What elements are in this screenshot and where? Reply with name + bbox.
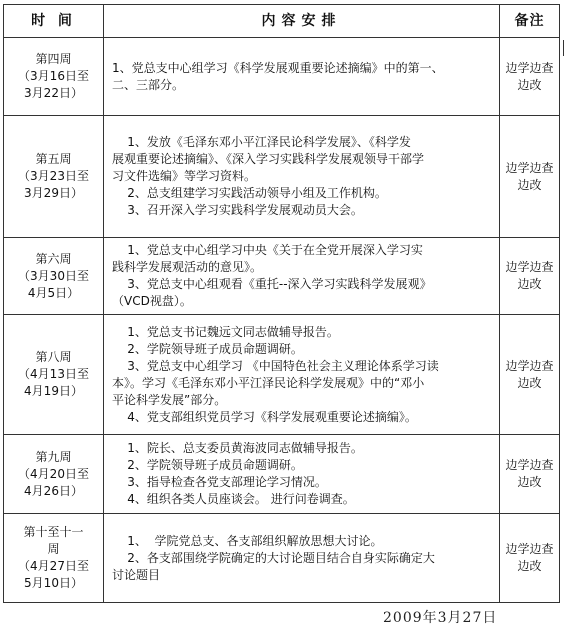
content-line: 3、党总支中心组观看《重托--深入学习实践科学发展观》 [112,277,432,291]
content-line: 1、党总支中心组学习《科学发展观重要论述摘编》中的第一、 [112,60,444,75]
note-cell: 边学边查边改 [500,315,560,435]
content-line: 1、党总支书记魏远文同志做辅导报告。 [112,324,339,339]
content-line: 习文件选编》等学习资料。 [112,169,257,183]
content-line: 践科学发展观活动的意见》。 [112,260,263,274]
table-row [4,238,560,315]
time-line: 周 [47,542,60,556]
time-line: 4月26日） [24,483,83,498]
content-cell [104,315,500,435]
table-row [4,38,560,116]
note-cell: 边学边查边改 [500,238,560,315]
content-cell [104,435,500,514]
content-line: 2、学院领导班子成员命题调研。 [112,341,303,356]
content-line: 讨论题目 [112,567,161,582]
note-cell: 边学边查边改 [500,514,560,603]
content-line: 2、总支组建学习实践活动领导小组及工作机构。 [112,186,387,200]
time-line: 3月22日） [24,86,83,100]
note-cell: 边学边查边改 [500,116,560,238]
time-line: 第八周 [35,350,72,364]
header-note: 备注 [500,5,560,38]
time-line: （4月20日至 [18,466,89,481]
schedule-table [3,4,560,603]
content-line: 1、院长、总支委员黄海波同志做辅导报告。 [112,441,363,455]
content-line: 4、党支部组织党员学习《科学发展观重要论述摘编》。 [112,409,417,424]
content-line: 二、三部分。 [112,77,185,92]
content-line: 1、党总支中心组学习中央《关于在全党开展深入学习实 [112,243,423,257]
header-time: 时 间 [4,5,104,38]
time-line: （3月23日至 [18,169,89,183]
content-cell [104,38,500,116]
content-line: 3、召开深入学习实践科学发展观动员大会。 [112,203,363,217]
table-row [4,435,560,514]
content-line: 2、学院领导班子成员命题调研。 [112,458,303,472]
time-line: 第十至十一 [23,525,84,539]
time-cell [4,116,104,238]
time-line: 第六周 [35,251,72,266]
time-line: （3月30日至 [18,268,89,283]
time-cell [4,38,104,116]
time-line: （3月16日至 [18,69,89,83]
content-line: （VCD视盘）。 [112,294,192,308]
content-line: 2、各支部围绕学院确定的大讨论题目结合自身实际确定大 [112,550,435,565]
footer-date: 2009年3月27日 [383,610,498,626]
time-line: 第四周 [35,52,72,66]
time-cell [4,514,104,603]
time-line: 3月29日） [24,186,83,200]
time-line: 第五周 [35,152,72,166]
header-content: 内容安排 [104,5,500,38]
content-cell [104,514,500,603]
time-cell [4,238,104,315]
table-row [4,315,560,435]
content-line: 1、发放《毛泽东邓小平江泽民论科学发展》、《科学发 [112,135,411,149]
content-line: 3、党总支中心组学习 《中国特色社会主义理论体系学习读 [112,358,439,373]
time-line: （4月13日至 [18,367,89,381]
content-cell [104,116,500,238]
time-line: （4月27日至 [18,559,89,573]
note-cell: 边学边查边改 [500,38,560,116]
content-line: 展观重要论述摘编》、《深入学习实践科学发展观领导干部学 [112,152,425,166]
table-edge-mark [563,40,564,56]
time-line: 第九周 [35,449,72,464]
time-line: 4月19日） [24,384,83,398]
content-line: 4、组织各类人员座谈会。 进行问卷调查。 [112,492,355,506]
header-row [4,5,560,38]
time-cell [4,315,104,435]
content-line: 本》。学习《毛泽东邓小平江泽民论科学发展观》中的“邓小 [112,375,425,390]
time-line: 5月10日） [24,576,83,590]
content-line: 3、指导检查各党支部理论学习情况。 [112,475,327,489]
content-line: 平论科学发展”部分。 [112,392,227,407]
time-line: 4月5日） [27,285,80,300]
content-line: 1、 学院党总支、各支部组织解放思想大讨论。 [112,533,383,548]
time-cell [4,435,104,514]
note-cell: 边学边查边改 [500,435,560,514]
table-row [4,514,560,603]
content-cell [104,238,500,315]
table-row [4,116,560,238]
